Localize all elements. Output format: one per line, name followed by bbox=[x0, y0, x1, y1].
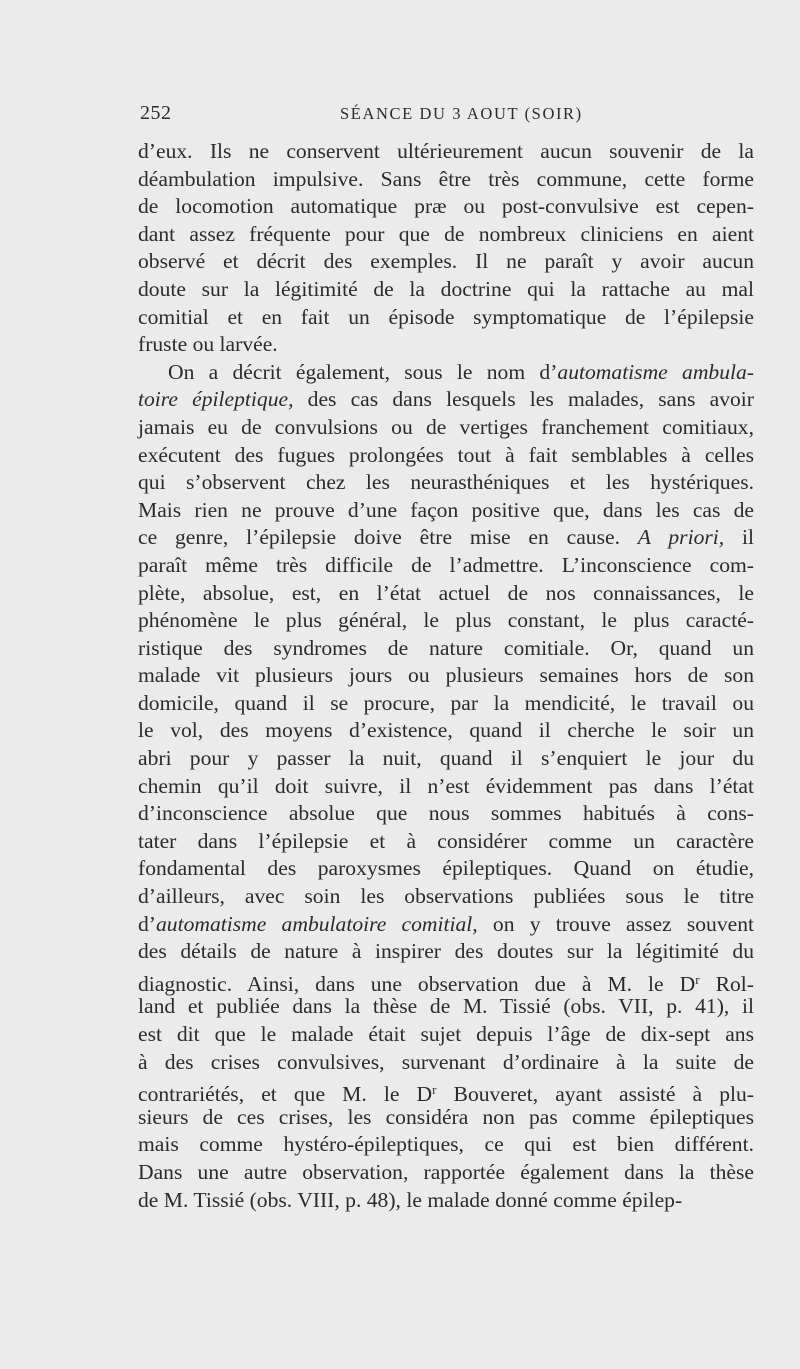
running-head: SÉANCE DU 3 AOUT (SOIR) bbox=[340, 104, 583, 123]
text-line bbox=[138, 1049, 754, 1077]
text-span: à des crises convulsives, survenant d’ordinaire à la suite de bbox=[138, 1049, 754, 1074]
text-span: fruste ou larvée. bbox=[138, 332, 278, 357]
text-line bbox=[138, 966, 754, 994]
text-span: Bouveret, ayant assisté à plu- bbox=[436, 1082, 754, 1107]
text-line bbox=[138, 690, 754, 718]
text-line bbox=[138, 800, 754, 828]
text-span: le vol, des moyens d’existence, quand il cherche le soir un bbox=[138, 718, 754, 743]
text-span: malade vit plusieurs jours ou plusieurs semaines hors de son bbox=[138, 663, 754, 688]
text-span: ristique des syndromes de nature comitiale. Or, quand un bbox=[138, 635, 754, 660]
text-span: sieurs de ces crises, les considéra non pas comme épileptiques bbox=[138, 1104, 754, 1129]
text-line bbox=[138, 883, 754, 911]
text-span: d’eux. Ils ne conservent ultérieurement aucun souvenir de la bbox=[138, 139, 754, 163]
text-span: de locomotion automatique præ ou post-convulsive est cepen- bbox=[138, 194, 754, 219]
text-line bbox=[138, 938, 754, 966]
text-line bbox=[138, 855, 754, 883]
text-line bbox=[138, 442, 754, 470]
text-line bbox=[138, 221, 754, 249]
text-span: ce genre, l’épilepsie doive être mise en cause. bbox=[138, 525, 638, 550]
text-span: diagnostic. Ainsi, dans une observation due à M. le D bbox=[138, 971, 696, 996]
text-line bbox=[138, 497, 754, 525]
text-span: observé et décrit des exemples. Il ne paraît y avoir aucun bbox=[138, 249, 754, 274]
text-line bbox=[138, 717, 754, 745]
text-line bbox=[138, 1021, 754, 1049]
text-line bbox=[138, 414, 754, 442]
text-span: plète, absolue, est, en l’état actuel de nos connaissances, le bbox=[138, 580, 754, 605]
page-number: 252 bbox=[140, 102, 172, 124]
text-line bbox=[138, 1131, 754, 1159]
text-span: domicile, quand il se procure, par la mendicité, le travail ou bbox=[138, 690, 754, 715]
text-span: tater dans l’épilepsie et à considérer comme un caractère bbox=[138, 828, 754, 853]
italic-text: A priori, bbox=[637, 525, 725, 550]
text-line bbox=[138, 304, 754, 332]
text-line bbox=[138, 773, 754, 801]
text-span: comitial et en fait un épisode symptomatique de l’épilepsie bbox=[138, 304, 754, 329]
text-span: fondamental des paroxysmes épileptiques. Quand on étudie, bbox=[138, 856, 754, 881]
text-line bbox=[138, 580, 754, 608]
text-span: des détails de nature à inspirer des doutes sur la légitimité du bbox=[138, 939, 754, 964]
text-line bbox=[138, 138, 754, 166]
text-span: Rol- bbox=[699, 971, 754, 996]
text-span: des cas dans lesquels les malades, sans avoir bbox=[293, 387, 754, 412]
text-span: d’inconscience absolue que nous sommes habitués à cons- bbox=[138, 801, 754, 826]
text-span: qui s’observent chez les neurasthéniques et les hystériques. bbox=[138, 470, 754, 495]
text-line bbox=[138, 166, 754, 194]
italic-text: automatisme ambula- bbox=[557, 359, 754, 384]
text-line bbox=[138, 1159, 754, 1187]
italic-text: automatisme ambulatoire comitial, bbox=[156, 911, 478, 936]
text-line bbox=[138, 993, 754, 1021]
text-span: jamais eu de convulsions ou de vertiges franchement comitiaux, bbox=[138, 414, 754, 439]
text-line bbox=[138, 193, 754, 221]
text-span: déambulation impulsive. Sans être très commune, cette forme bbox=[138, 166, 754, 191]
text-span: de M. Tissié (obs. VIII, p. 48), le malade donné comme épilep- bbox=[138, 1187, 683, 1212]
text-span: Dans une autre observation, rapportée également dans la thèse bbox=[138, 1159, 754, 1184]
text-line bbox=[138, 1187, 754, 1215]
superscript-text: r bbox=[695, 971, 700, 987]
text-span: doute sur la légitimité de la doctrine qui la rattache au mal bbox=[138, 276, 754, 301]
page-header bbox=[140, 102, 754, 132]
text-span: paraît même très difficile de l’admettre. L’inconscience com- bbox=[138, 552, 754, 577]
text-line bbox=[138, 662, 754, 690]
text-span: On a décrit également, sous le nom d’ bbox=[168, 359, 558, 384]
text-line bbox=[138, 276, 754, 304]
text-span: contrariétés, et que M. le D bbox=[138, 1082, 433, 1107]
text-span: land et publiée dans la thèse de M. Tissié (obs. VII, p. 41), il bbox=[138, 994, 754, 1019]
text-line bbox=[138, 745, 754, 773]
text-span: Mais rien ne prouve d’une façon positive que, dans les cas de bbox=[138, 497, 754, 522]
text-line bbox=[138, 1076, 754, 1107]
text-line bbox=[138, 524, 754, 552]
body-text bbox=[138, 138, 754, 1214]
text-span: dant assez fréquente pour que de nombreux cliniciens en aient bbox=[138, 221, 754, 246]
text-span: d’ bbox=[138, 911, 156, 936]
text-line bbox=[138, 828, 754, 856]
superscript-text: r bbox=[432, 1082, 437, 1098]
text-line bbox=[138, 635, 754, 663]
text-span: est dit que le malade était sujet depuis l’âge de dix-sept ans bbox=[138, 1022, 754, 1046]
text-line bbox=[138, 607, 754, 635]
text-span: abri pour y passer la nuit, quand il s’enquiert le jour du bbox=[138, 746, 754, 771]
text-line bbox=[138, 911, 754, 939]
text-span: exécutent des fugues prolongées tout à fait semblables à celles bbox=[138, 442, 754, 467]
text-span: d’ailleurs, avec soin les observations publiées sous le titre bbox=[138, 884, 754, 909]
text-span: il bbox=[724, 525, 754, 550]
text-line bbox=[138, 386, 754, 414]
text-line bbox=[138, 331, 754, 359]
text-line bbox=[138, 469, 754, 497]
italic-text: toire épileptique, bbox=[138, 387, 294, 412]
text-span: phénomène le plus général, le plus constant, le plus caracté- bbox=[138, 608, 754, 633]
text-span: on y trouve assez souvent bbox=[477, 911, 754, 936]
text-line bbox=[138, 1104, 754, 1132]
text-line bbox=[138, 248, 754, 276]
text-span: mais comme hystéro-épileptiques, ce qui est bien différent. bbox=[138, 1132, 754, 1157]
text-line bbox=[138, 359, 754, 387]
text-span: chemin qu’il doit suivre, il n’est évidemment pas dans l’état bbox=[138, 773, 754, 798]
text-line bbox=[138, 552, 754, 580]
